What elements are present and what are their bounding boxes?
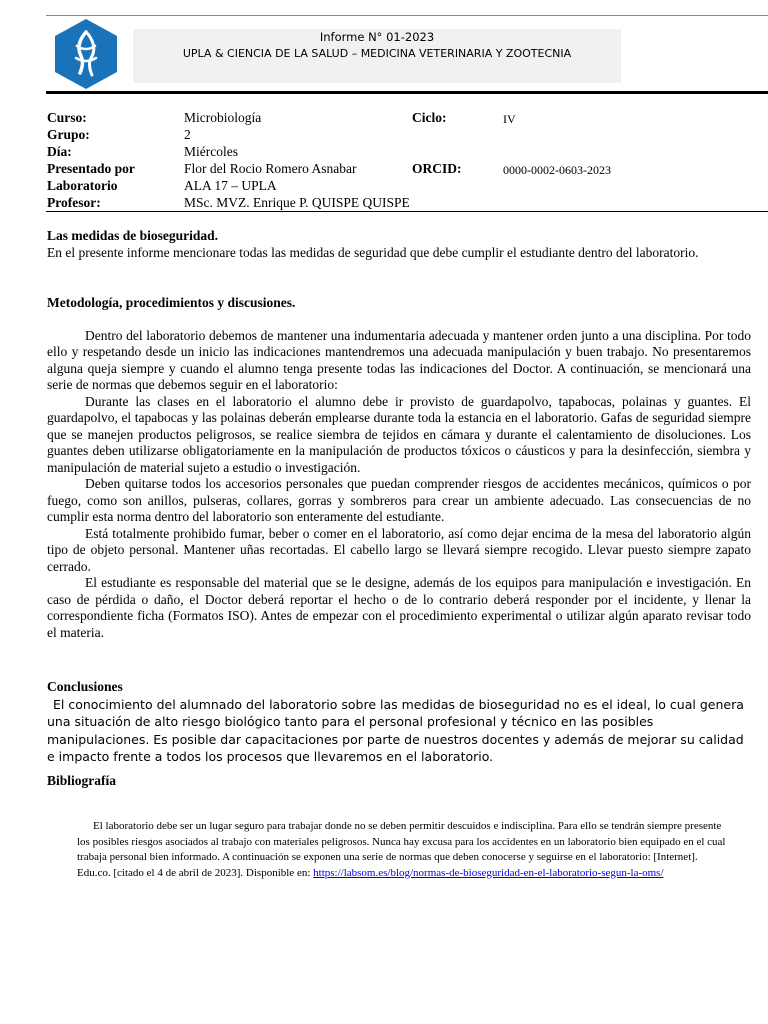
section-heading: Bibliografía xyxy=(47,773,117,788)
report-title: Informe N° 01-2023 xyxy=(319,30,435,44)
section-paragraph: En el presente informe mencionare todas las medidas de seguridad que debe cumplir el estudiante dentro del laboratorio. xyxy=(47,244,699,260)
dia-value: Miércoles xyxy=(184,144,238,159)
orcid-value: 0000-0002-0603-2023 xyxy=(503,163,611,177)
ciclo-value: IV xyxy=(503,112,516,126)
curso-label: Curso: xyxy=(47,110,87,125)
presentado-label: Presentado por xyxy=(47,161,135,176)
paragraph-4: Está totalmente prohibido fumar, beber o comer en el laboratorio, así como dejar encima de la mesa del laboratorio algún tipo de objeto personal. Mantener uñas recortadas. El cabello largo se llevará siempre recogido. Llevar puesto siempre zapato cerrado. xyxy=(47,525,751,574)
presentado-value: Flor del Rocio Romero Asnabar xyxy=(184,161,357,176)
paragraph-2: Durante las clases en el laboratorio el alumno debe ir provisto de guardapolvo, tapabocas, polainas y guantes. El guardapolvo, el tapabocas y las polainas deberán emplearse durante toda la estancia en el laboratorio. Gafas de seguridad siempre que se manejen productos peligrosos, se realice siembra de tejidos en cámara y durante el calentamiento de disoluciones. Los guantes deben utilizarse obligatoriamente en la manipulación de productos tóxicos o cáusticos y para la desinfección, siembra y manipulación de material sujeto a estudio o investigación. xyxy=(47,393,751,475)
grupo-value: 2 xyxy=(184,127,191,142)
section-bioseguridad xyxy=(47,228,751,261)
section-bibliografia xyxy=(47,773,751,790)
info-divider xyxy=(46,211,768,212)
section-heading: Las medidas de bioseguridad. xyxy=(47,228,219,243)
ciclo-label: Ciclo: xyxy=(412,110,447,125)
section-heading: Metodología, procedimientos y discusiones. xyxy=(47,295,296,310)
bibliography-text: El laboratorio debe ser un lugar seguro para trabajar donde no se deben permitir descuidos e indisciplina. Para ello se tendrán siempre presente los posibles riesgos asociados al trabajo con materiales peligrosos. Nunca hay excusa para los accidentes en un laboratorio bien equipado en el cual trabaja personal bien informado. A continuación se exponen una serie de normas que deben conocerse y seguirse en el laboratorio: [Internet]. Edu.co. [citado el 4 de abril de 2023]. Disponible en: xyxy=(77,820,726,879)
bibliography-link[interactable]: https://labsom.es/blog/normas-de-bioseguridad-en-el-laboratorio-segun-la-oms/ xyxy=(313,866,664,879)
conclusions-paragraph: El conocimiento del alumnado del laboratorio sobre las medidas de bioseguridad no es el ideal, lo cual genera una situación de alto riesgo biológico tanto para el personal profesional y técnico en las posibles manipulaciones. Es posible dar capacitaciones por parte de nuestros docentes y además de mejorar su calidad e impacto frente a todos los procesos que llevaremos en el laboratorio. xyxy=(47,696,744,764)
section-metodologia xyxy=(47,295,751,641)
top-rule xyxy=(46,15,768,16)
university-logo xyxy=(53,18,119,90)
section-heading: Conclusiones xyxy=(47,679,123,694)
paragraph-5: El estudiante es responsable del material que se le designe, además de los equipos para manipulación e investigación. En caso de pérdida o daño, el Doctor deberá reportar el hecho o de lo contrario deberá responder por el incidente, y llenar la correspondiente ficha (Formatos ISO). Antes de empezar con el procedimiento experimental o utilizar algún aparato revisar todo el materia. xyxy=(47,575,751,640)
laboratorio-value: ALA 17 – UPLA xyxy=(184,178,277,193)
paragraph-1: Dentro del laboratorio debemos de mantener una indumentaria adecuada y mantener orden junto a una disciplina. Por todo ello y respetando desde un inicio las indicaciones mantendremos una adecuada manipulación y buen trabajo. No presentaremos alguna queja siempre y cuando el alumno tenga presente todas las indicaciones del Doctor. A continuación, se mencionará una serie de normas que debemos seguir en el laboratorio: xyxy=(47,327,751,392)
report-subtitle: UPLA & CIENCIA DE LA SALUD – MEDICINA VETERINARIA Y ZOOTECNIA xyxy=(182,47,572,60)
dia-label: Día: xyxy=(47,144,72,159)
grupo-label: Grupo: xyxy=(47,127,90,142)
paragraph-3: Deben quitarse todos los accesorios personales que puedan comprender riesgos de accidentes mecánicos, químicos o por fuego, como son anillos, pulseras, collares, gorras y sombreros para crear un ambiente adecuado. Las consecuencias de no cumplir esta norma dentro del laboratorio son enteramente del estudiante. xyxy=(47,476,751,524)
section-conclusiones xyxy=(47,679,751,766)
header-divider xyxy=(46,91,768,94)
laboratorio-label: Laboratorio xyxy=(47,178,118,193)
curso-value: Microbiología xyxy=(184,110,262,125)
profesor-label: Profesor: xyxy=(47,195,101,210)
orcid-label: ORCID: xyxy=(412,161,462,176)
bibliography-entry xyxy=(77,819,732,881)
profesor-value: MSc. MVZ. Enrique P. QUISPE QUISPE xyxy=(184,195,410,210)
